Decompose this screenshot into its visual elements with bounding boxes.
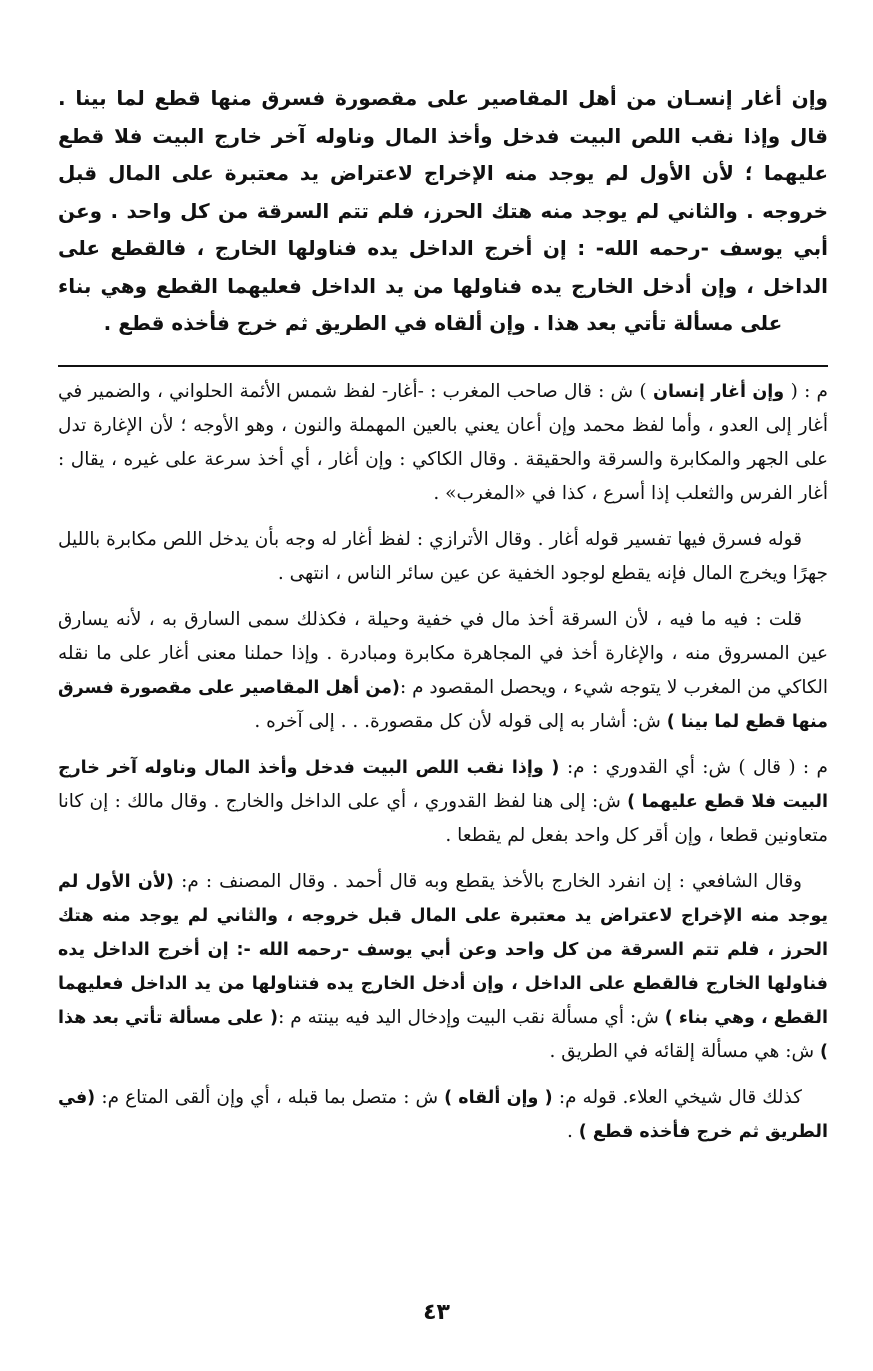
commentary-paragraph-3 [58, 603, 828, 739]
text-run: ) ش : قال صاحب المغرب : -أغار- لفظ شمس الأئمة الحلواني ، والضمير في أغار إلى العدو ، وأما لفظ محمد وإن أعان يعني بالعين المهملة والنون ، وهو الأوجه ؛ لأن الإغارة تدل على الجهر والمكابرة والسرقة والحقيقة . وقال الكاكي : وإن أغار ، أي أخذ سرعة على غيره ، يقال : أغار الفرس والثعلب إذا أسرع ، كذا في «المغرب» . [58, 380, 828, 504]
text-run: ش: هي مسألة إلقائه في الطريق . [549, 1040, 820, 1062]
text-run: . [566, 1120, 579, 1142]
commentary-paragraph-6 [58, 1081, 828, 1149]
text-run: كذلك قال شيخي العلاء. قوله م: [558, 1086, 802, 1108]
text-run: ش: إلى هنا لفظ القدوري ، أي على الداخل والخارج . وقال مالك : إن كانا متعاونين قطعا ، وإن أقر كل واحد بفعل لم يقطعا . [58, 790, 828, 846]
text-run: ش: أشار به إلى قوله لأن كل مقصورة. . . إلى آخره . [254, 710, 667, 732]
quoted-matn: (في الطريق ثم خرج فأخذه قطع ) [58, 1087, 828, 1142]
quoted-matn: ( وإن ألقاه ) [444, 1087, 559, 1108]
quoted-matn: ( على مسألة تأتي بعد هذا ) [58, 1007, 828, 1062]
text-run: قلت : فيه ما فيه ، لأن السرقة أخذ مال في خفية وحيلة ، فكذلك سمى السارق به ، لأنه يسارق عين المسروق منه ، والإغارة أخذ في المجاهرة مكابرة ومبادرة . وإذا حملنا معنى أغار على ما نقله الكاكي من المغرب لا يتوجه شيء ، ويحصل المقصود م : [58, 608, 828, 698]
commentary-paragraph-1 [58, 375, 828, 511]
matn-text: وإن أغار إنسـان من أهل المقاصير على مقصورة فسرق منها قطع لما بينا . قال وإذا نقب اللص البيت فدخل وأخذ المال وناوله آخر خارج البيت فلا قطع عليهما ؛ لأن الأول لم يوجد منه الإخراج لاعتراض يد معتبرة على المال قبل خروجه . والثاني لم يوجد منه هتك الحرز، فلم تتم السرقة من كل واحد . وعن أبي يوسف -رحمه الله- : إن أخرج الداخل يده فناولها الخارج ، فالقطع على الداخل ، وإن أدخل الخارج يده فناولها من يد الداخل فعليهما القطع وهي بناء على مسألة تأتي بعد هذا . وإن ألقاه في الطريق ثم خرج فأخذه قطع . [58, 86, 828, 335]
text-run: ش: أي مسألة نقب البيت وإدخال اليد فيه بينته م : [278, 1006, 665, 1028]
text-run: ش : متصل بما قبله ، أي وإن ألقى المتاع م: [101, 1086, 445, 1108]
commentary-paragraph-2: قوله فسرق فيها تفسير قوله أغار . وقال الأترازي : لفظ أغار له وجه بأن يدخل اللص مكابرة بالليل جهرًا ويخرج المال فإنه يقطع لوجود الخفية عن عين سائر الناس ، انتهى . [58, 528, 828, 584]
quoted-matn: وإن أغار إنسان [646, 381, 791, 402]
commentary-paragraph-5 [58, 865, 828, 1069]
text-run: م : ( قال ) ش: أي القدوري : م: [566, 756, 828, 778]
quoted-matn: (لأن الأول لم يوجد منه الإخراج لاعتراض يد معتبرة على المال قبل خروجه ، والثاني لم يوجد منه هتك الحرز ، فلم تتم السرقة من كل واحد وعن أبي يوسف -رحمه الله -: إن أخرج الداخل يده فناولها الخارج فالقطع على الداخل ، وإن أدخل الخارج يده فتناولها من يد الداخل فعليهما القطع ، وهي بناء ) [58, 871, 828, 1028]
text-run: وقال الشافعي : إن انفرد الخارج بالأخذ يقطع وبه قال أحمد . وقال المصنف : م: [181, 870, 802, 892]
page-number: ٤٣ [423, 1300, 450, 1325]
commentary [58, 375, 828, 1149]
book-page [58, 80, 828, 1161]
commentary-paragraph-4 [58, 751, 828, 853]
separator-line [58, 365, 828, 367]
quoted-matn: (من أهل المقاصير على مقصورة فسرق منها قطع لما بينا ) [58, 677, 828, 732]
text-run: م : ( [790, 380, 828, 402]
quoted-matn: ( وإذا نقب اللص البيت فدخل وأخذ المال وناوله آخر خارج البيت فلا قطع عليهما ) [58, 757, 828, 812]
